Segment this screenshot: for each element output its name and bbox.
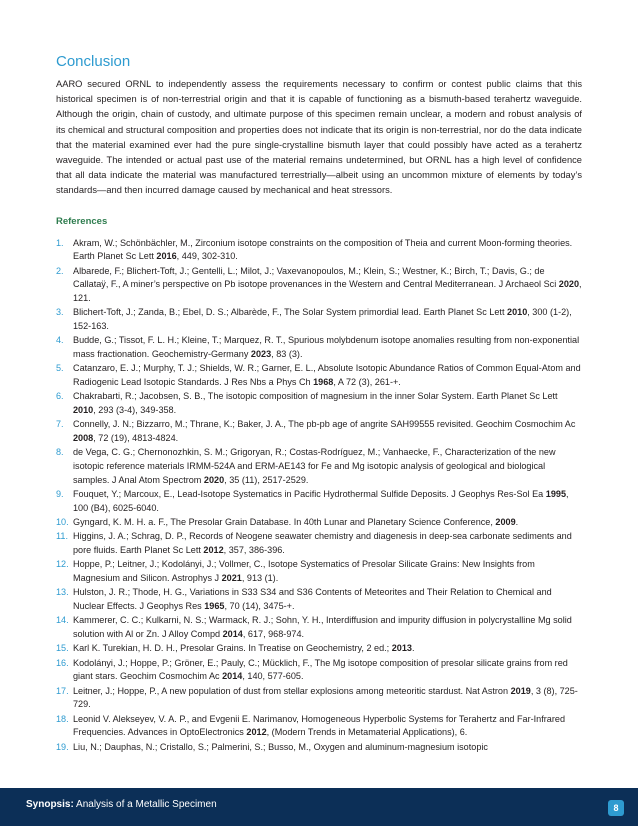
reference-year: 2008 [73,433,94,444]
reference-details: , 300 (1-2), 152-163. [73,307,572,332]
reference-details: , 72 (19), 4813-4824. [93,433,179,444]
reference-text: Higgins, J. A.; Schrag, D. P., Records of Neogene seawater chemistry and diagenesis in deep-sea carbonate sediments and pore fluids. Earth Planet Sc Lett [73,531,572,556]
reference-number: 12. [56,559,69,570]
reference-item [56,237,582,264]
reference-year: 2013 [391,643,412,654]
footer-doc-title: Analysis of a Metallic Specimen [73,799,217,810]
reference-text: Chakrabarti, R.; Jacobsen, S. B., The isotopic composition of magnesium in the inner Solar System. Earth Planet Sc Lett [73,391,558,402]
reference-item [56,713,582,740]
footer-title [26,798,217,812]
reference-number: 15. [56,643,69,654]
reference-details: , 70 (14), 3475-+. [224,601,295,612]
reference-number: 19. [56,741,69,752]
section-title-conclusion: Conclusion [56,53,131,70]
reference-details: , 100 (B4), 6025-6040. [73,489,569,513]
reference-item [56,488,582,515]
reference-year: 1995 [545,489,566,500]
reference-details: , 35 (11), 2517-2529. [224,474,309,485]
reference-details: , 3 (8), 725-729. [73,685,578,710]
references-list [56,237,582,755]
reference-item [56,516,582,530]
reference-year: 2014 [222,629,243,640]
references-heading: References [56,215,108,227]
reference-item [56,642,582,656]
reference-text: Leitner, J.; Hoppe, P., A new population of dust from stellar explosions among meteoritic stardust. Nat Astron [73,685,511,696]
reference-year: 2020 [558,279,580,290]
reference-year: 2010 [73,405,94,416]
reference-year: 2009 [495,517,516,528]
reference-text: Hulston, J. R.; Thode, H. G., Variations in S33 S34 and S36 Contents of Meteorites and Their Relation to Chemical and Nuclear Effects. J Geophys Res [73,587,552,612]
reference-number: 2. [56,265,64,276]
reference-year: 2010 [507,307,528,318]
reference-item [56,614,582,641]
reference-text: Connelly, J. N.; Bizzarro, M.; Thrane, K.; Baker, J. A., The pb-pb age of angrite SAH99555 revisited. Geochim Cosmochim Ac [73,419,576,430]
reference-item [56,306,582,333]
reference-text: Blichert-Toft, J.; Zanda, B.; Ebel, D. S.; Albarède, F., The Solar System primordial lead. Earth Planet Sc Lett [73,307,508,318]
reference-details: , 449, 302-310. [176,251,238,262]
reference-year: 2014 [222,671,243,682]
reference-item [56,390,582,417]
reference-text: Hoppe, P.; Leitner, J.; Kodolányi, J.; Vollmer, C., Isotope Systematics of Presolar Silicate Grains: New Insights from Magnesium and Silicon. Astrophys J [73,559,535,584]
reference-details: , 913 (1). [241,573,279,584]
reference-details: , 140, 577-605. [242,671,304,682]
reference-year: 1965 [204,601,225,612]
reference-number: 3. [56,307,64,318]
reference-item [56,530,582,557]
footer-bar [0,788,638,826]
reference-year: 2012 [246,727,267,738]
footer-label: Synopsis: [26,799,74,810]
reference-details: , 83 (3). [271,349,303,360]
reference-details: , 617, 968-974. [242,629,305,640]
reference-year: 2016 [156,251,177,262]
reference-item [56,685,582,712]
reference-year: 2012 [203,545,224,556]
reference-details: , A 72 (3), 261-+. [333,377,401,388]
reference-item [56,265,582,306]
reference-text: Fouquet, Y.; Marcoux, E., Lead-Isotope Systematics in Pacific Hydrothermal Sulfide Deposits. J Geophys Res-Sol Ea [73,489,546,500]
reference-number: 13. [56,587,69,598]
reference-year: 2019 [510,685,531,696]
reference-item [56,741,582,755]
reference-item [56,586,582,613]
reference-details: . [411,643,415,654]
reference-year: 2021 [221,573,242,584]
reference-text: de Vega, C. G.; Chernonozhkin, S. M.; Grigoryan, R.; Costas-Rodríguez, M.; Vanhaecke, F., Characterization of the new isotopic reference materials IRMM-524A and ERM-AE143 for Fe and Mg isotopic analysis of geological and biological samples. J Anal Atom Spectrom [73,447,556,485]
reference-number: 6. [56,391,64,402]
reference-number: 1. [56,237,64,248]
reference-number: 9. [56,489,64,500]
reference-item [56,558,582,585]
reference-number: 8. [56,447,64,458]
reference-year: 1968 [313,377,334,388]
reference-number: 7. [56,419,64,430]
reference-number: 11. [56,531,68,542]
page-number-badge: 8 [608,800,624,816]
reference-year: 2023 [250,349,272,360]
reference-text: Kammerer, C. C.; Kulkarni, N. S.; Warmack, R. J.; Sohn, Y. H., Interdiffusion and impurity diffusion in polycrystalline Mg solid solution with Al or Zn. J Alloy Compd [73,615,572,640]
reference-number: 16. [56,657,69,668]
reference-details: , 357, 386-396. [223,545,285,556]
reference-text: Kodolányi, J.; Hoppe, P.; Gröner, E.; Pauly, C.; Mücklich, F., The Mg isotope composition of presolar silicate grains from red giant stars. Geochim Cosmochim Ac [73,657,568,682]
reference-text: Leonid V. Alekseyev, V. A. P., and Evgenii E. Narimanov, Homogeneous Hyperbolic Systems for Terahertz and Far-Infrared Frequencies. Advances in OptoElectronics [73,713,565,738]
reference-number: 18. [56,713,69,724]
reference-details: , 121. [73,279,582,304]
reference-number: 5. [56,363,64,374]
reference-text: Akram, W.; Schönbächler, M., Zirconium isotope constraints on the composition of Theia and current Moon-forming theories. Earth Planet Sc Lett [73,237,573,262]
reference-text: Liu, N.; Dauphas, N.; Cristallo, S.; Palmerini, S.; Busso, M., Oxygen and aluminum-magnesium isotopic [73,741,488,752]
reference-number: 4. [56,335,64,346]
reference-year: 2020 [203,474,225,485]
reference-details: , 293 (3-4), 349-358. [93,405,177,416]
reference-item [56,334,582,361]
reference-details: . [515,517,519,528]
reference-text: Catanzaro, E. J.; Murphy, T. J.; Shields, W. R.; Garner, E. L., Absolute Isotopic Abundance Ratios of Common Equal-Atom and Radiogenic Lead Isotopic Standards. J Res Nbs a Phys Ch [73,363,581,388]
conclusion-paragraph: AARO secured ORNL to independently assess the requirements necessary to confirm or contest public claims that this historical specimen is of non-terrestrial origin and that it is capable of functioning as a bismuth-based terahertz waveguide. Although the origin, chain of custody, and ultimate purpose of this specimen remain unclear, a modern and robust analysis of its chemical and structural composition and properties does not indicate that its origin is non-terrestrial, nor do the data indicate that the material examined ever had the pure single-crystalline bismuth layer that could possibly have acted as a terahertz waveguide. The intended or actual past use of the material remains undetermined, but ORNL has a high level of confidence that all data indicate the material was manufactured terrestrially—albeit using an uncommon mixture of elements by today’s standards—and then incurred damage caused by mechanical and heat stressors. [56,79,582,196]
reference-item [56,446,582,487]
reference-number: 10. [56,517,69,528]
reference-item [56,418,582,445]
reference-number: 17. [56,685,69,696]
reference-item [56,362,582,389]
page-content [56,52,582,755]
reference-text: Karl K. Turekian, H. D. H., Presolar Grains. In Treatise on Geochemistry, 2 ed.; [73,643,392,654]
reference-item [56,657,582,684]
reference-text: Budde, G.; Tissot, F. L. H.; Kleine, T.; Marquez, R. T., Spurious molybdenum isotope anomalies resulting from non-exponential mass fractionation. Geochemistry-Germany [73,335,580,360]
reference-text: Gyngard, K. M. H. a. F., The Presolar Grain Database. In 40th Lunar and Planetary Science Conference, [73,517,496,528]
reference-text: Albarede, F.; Blichert-Toft, J.; Gentelli, L.; Milot, J.; Vaxevanopoulos, M.; Klein, S.; Westner, K.; Birch, T.; Davis, G.; de Callataÿ, F., A miner’s perspective on Pb isotope provenances in the Western and Central Mediterranean. J Archaeol Sci [73,265,559,290]
reference-number: 14. [56,615,69,626]
reference-details: , (Modern Trends in Metamaterial Applications), 6. [266,727,468,738]
